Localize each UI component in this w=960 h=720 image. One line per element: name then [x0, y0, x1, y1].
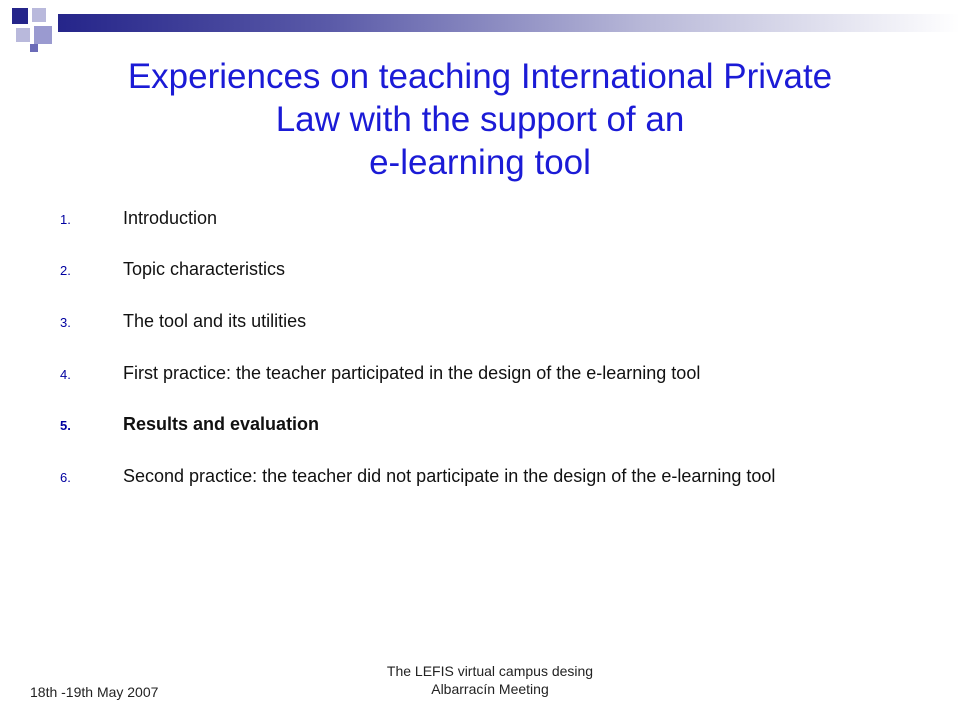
- header-gradient-bar: [58, 14, 960, 32]
- deco-square-light: [32, 8, 46, 22]
- footer-date: 18th -19th May 2007: [30, 684, 159, 700]
- deco-square-mid: [34, 26, 52, 44]
- agenda-number: 4.: [60, 367, 71, 382]
- agenda-item: [60, 208, 940, 238]
- agenda-item: [60, 311, 940, 341]
- agenda-number: 1.: [60, 212, 71, 227]
- agenda-number: 2.: [60, 263, 71, 278]
- slide-title: [40, 55, 920, 184]
- agenda-number: 3.: [60, 315, 71, 330]
- agenda-item: [60, 259, 940, 289]
- deco-square-navy: [12, 8, 28, 24]
- footer-line: The LEFIS virtual campus desing: [386, 663, 594, 679]
- agenda-label: Results and evaluation: [123, 414, 320, 434]
- agenda-item: [60, 466, 940, 496]
- agenda-item: [60, 363, 940, 393]
- deco-square-light: [16, 28, 30, 42]
- agenda-label: Introduction: [123, 208, 218, 228]
- agenda-item-current: [60, 414, 940, 444]
- agenda-label: Second practice: the teacher did not participate in the design of the e-learning tool: [123, 466, 776, 486]
- agenda-label: The tool and its utilities: [123, 311, 307, 331]
- title-line: Law with the support of an: [275, 100, 685, 139]
- agenda-number: 6.: [60, 470, 71, 485]
- agenda-label: First practice: the teacher participated in the design of the e-learning tool: [123, 363, 701, 383]
- footer-center: [300, 662, 680, 698]
- deco-square-small: [30, 44, 38, 52]
- title-line: Experiences on teaching International Private: [127, 57, 833, 96]
- footer-line: Albarracín Meeting: [431, 681, 549, 697]
- agenda-label: Topic characteristics: [123, 259, 286, 279]
- agenda-number: 5.: [60, 418, 71, 433]
- title-line: e-learning tool: [369, 143, 591, 182]
